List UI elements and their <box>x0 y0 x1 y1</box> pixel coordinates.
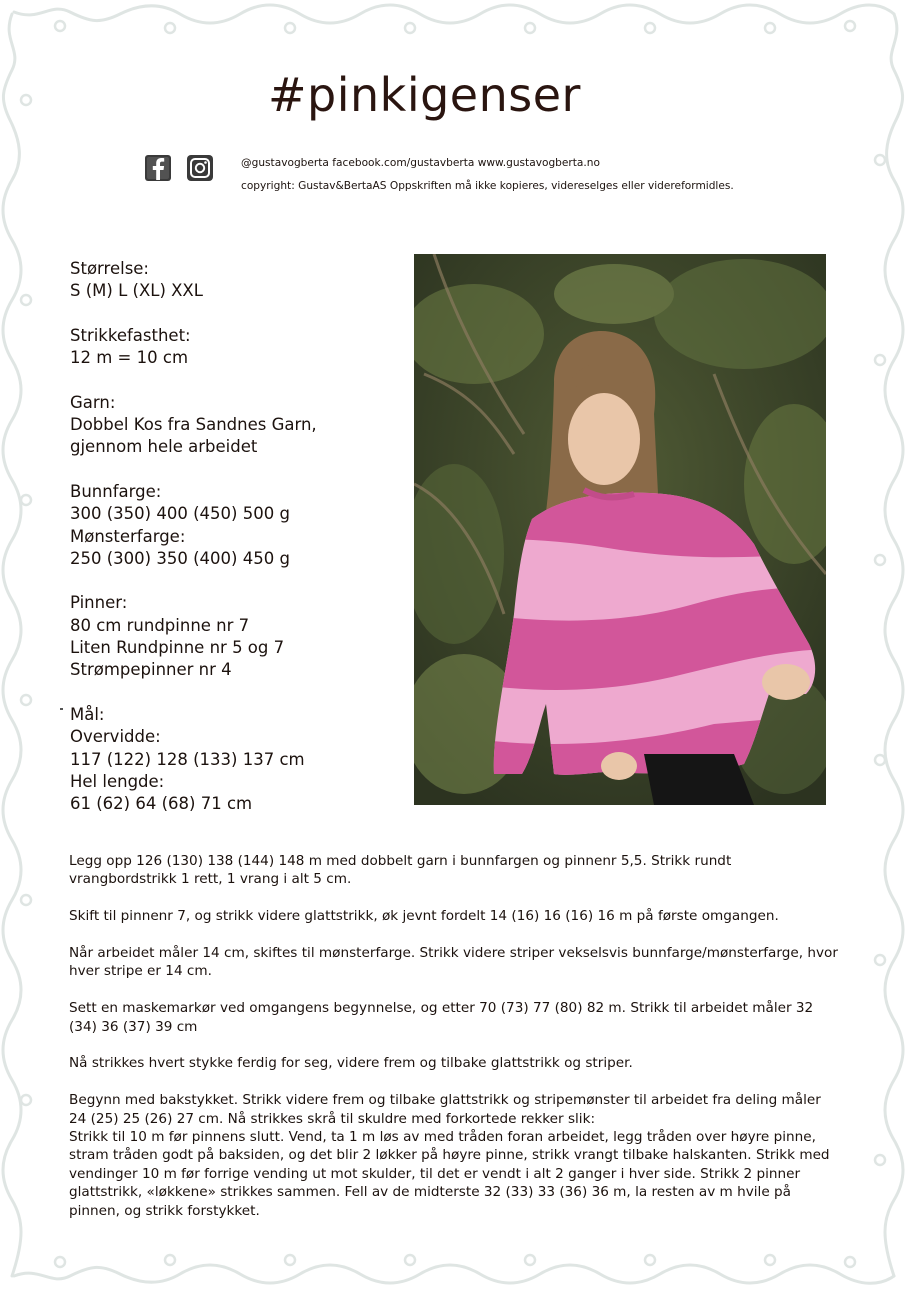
yarn-value: gjennom hele arbeidet <box>70 437 258 457</box>
main-color-label: Bunnfarge: <box>70 481 162 501</box>
size-label: Størrelse: <box>70 259 149 278</box>
gauge-value: 12 m = 10 cm <box>70 348 189 368</box>
yarn-label: Garn: <box>70 392 116 412</box>
chest-label: Overvidde: <box>70 727 161 747</box>
knitting-instructions <box>69 852 839 1238</box>
instruction-paragraph: Begynn med bakstykket. Strikk videre frem og tilbake glattstrikk og stripemønster til arbeidet fra deling måler 24 (25) 25 (26) 27 cm. Nå strikkes skrå til skuldre med forkortede rekker slik: <box>69 1092 821 1127</box>
credits-links: @gustavogberta facebook.com/gustavberta www.gustavogberta.no <box>241 157 600 169</box>
length-value: 61 (62) 64 (68) 71 cm <box>70 794 253 814</box>
pattern-color-label: Mønsterfarge: <box>70 526 186 546</box>
instagram-icon[interactable] <box>185 153 215 183</box>
chest-value: 117 (122) 128 (133) 137 cm <box>70 749 305 769</box>
instruction-paragraph: Strikk til 10 m før pinnens slutt. Vend, ta 1 m løs av med tråden foran arbeidet, legg tråden over høyre pinne, stram tråden godt på baksiden, og det blir 2 løkker på høyre pinne, strikk vrangt tilbake halskanten. Strikk med vendinger 10 m før forrige vending ut mot skulder, til det er vendt i alt 2 ganger i hver side. Strikk 2 pinner glattstrikk, «løkkene» strikkes sammen. Fell av de midterste 32 (33) 33 (36) 36 m, la resten av m hvile på pinnen, og strikk forstykket. <box>69 1129 830 1219</box>
instruction-paragraph: Nå strikkes hvert stykke ferdig for seg, videre frem og tilbake glattstrikk og striper. <box>69 1055 633 1072</box>
size-value: S (M) L (XL) XXL <box>70 281 203 301</box>
pattern-color-value: 250 (300) 350 (400) 450 g <box>70 548 290 568</box>
girl-in-pink-striped-sweater-photo <box>414 254 826 805</box>
needles-label: Pinner: <box>70 593 128 613</box>
main-color-value: 300 (350) 400 (450) 500 g <box>70 504 290 524</box>
stray-mark <box>60 708 63 710</box>
facebook-icon[interactable] <box>143 153 173 183</box>
measurements-label: Mål: <box>70 704 105 724</box>
instruction-paragraph: Skift til pinnenr 7, og strikk videre glattstrikk, øk jevnt fordelt 14 (16) 16 (16) 16 m på første omgangen. <box>69 908 779 925</box>
length-label: Hel lengde: <box>70 771 165 791</box>
credits-block <box>241 152 734 198</box>
pattern-specs <box>70 258 400 815</box>
page-title: #pinkigenser <box>268 68 581 122</box>
needles-value: 80 cm rundpinne nr 7 <box>70 615 250 635</box>
instruction-paragraph: Når arbeidet måler 14 cm, skiftes til mønsterfarge. Strikk videre striper vekselsvis bunnfarge/mønsterfarge, hvor hver stripe er 14 cm. <box>69 945 838 980</box>
yarn-value: Dobbel Kos fra Sandnes Garn, <box>70 415 317 435</box>
needles-value: Strømpepinner nr 4 <box>70 660 232 680</box>
needles-value: Liten Rundpinne nr 5 og 7 <box>70 638 285 658</box>
instruction-paragraph: Sett en maskemarkør ved omgangens begynnelse, og etter 70 (73) 77 (80) 82 m. Strikk til arbeidet måler 32 (34) 36 (37) 39 cm <box>69 1000 814 1035</box>
instruction-paragraph: Legg opp 126 (130) 138 (144) 148 m med dobbelt garn i bunnfargen og pinnenr 5,5. Strikk rundt vrangbordstrikk 1 rett, 1 vrang i alt 5 cm. <box>69 853 732 888</box>
social-icons <box>143 153 215 183</box>
gauge-label: Strikkefasthet: <box>70 325 191 345</box>
copyright-notice: copyright: Gustav&BertaAS Oppskriften må ikke kopieres, videreselges eller videreformidles. <box>241 180 734 192</box>
